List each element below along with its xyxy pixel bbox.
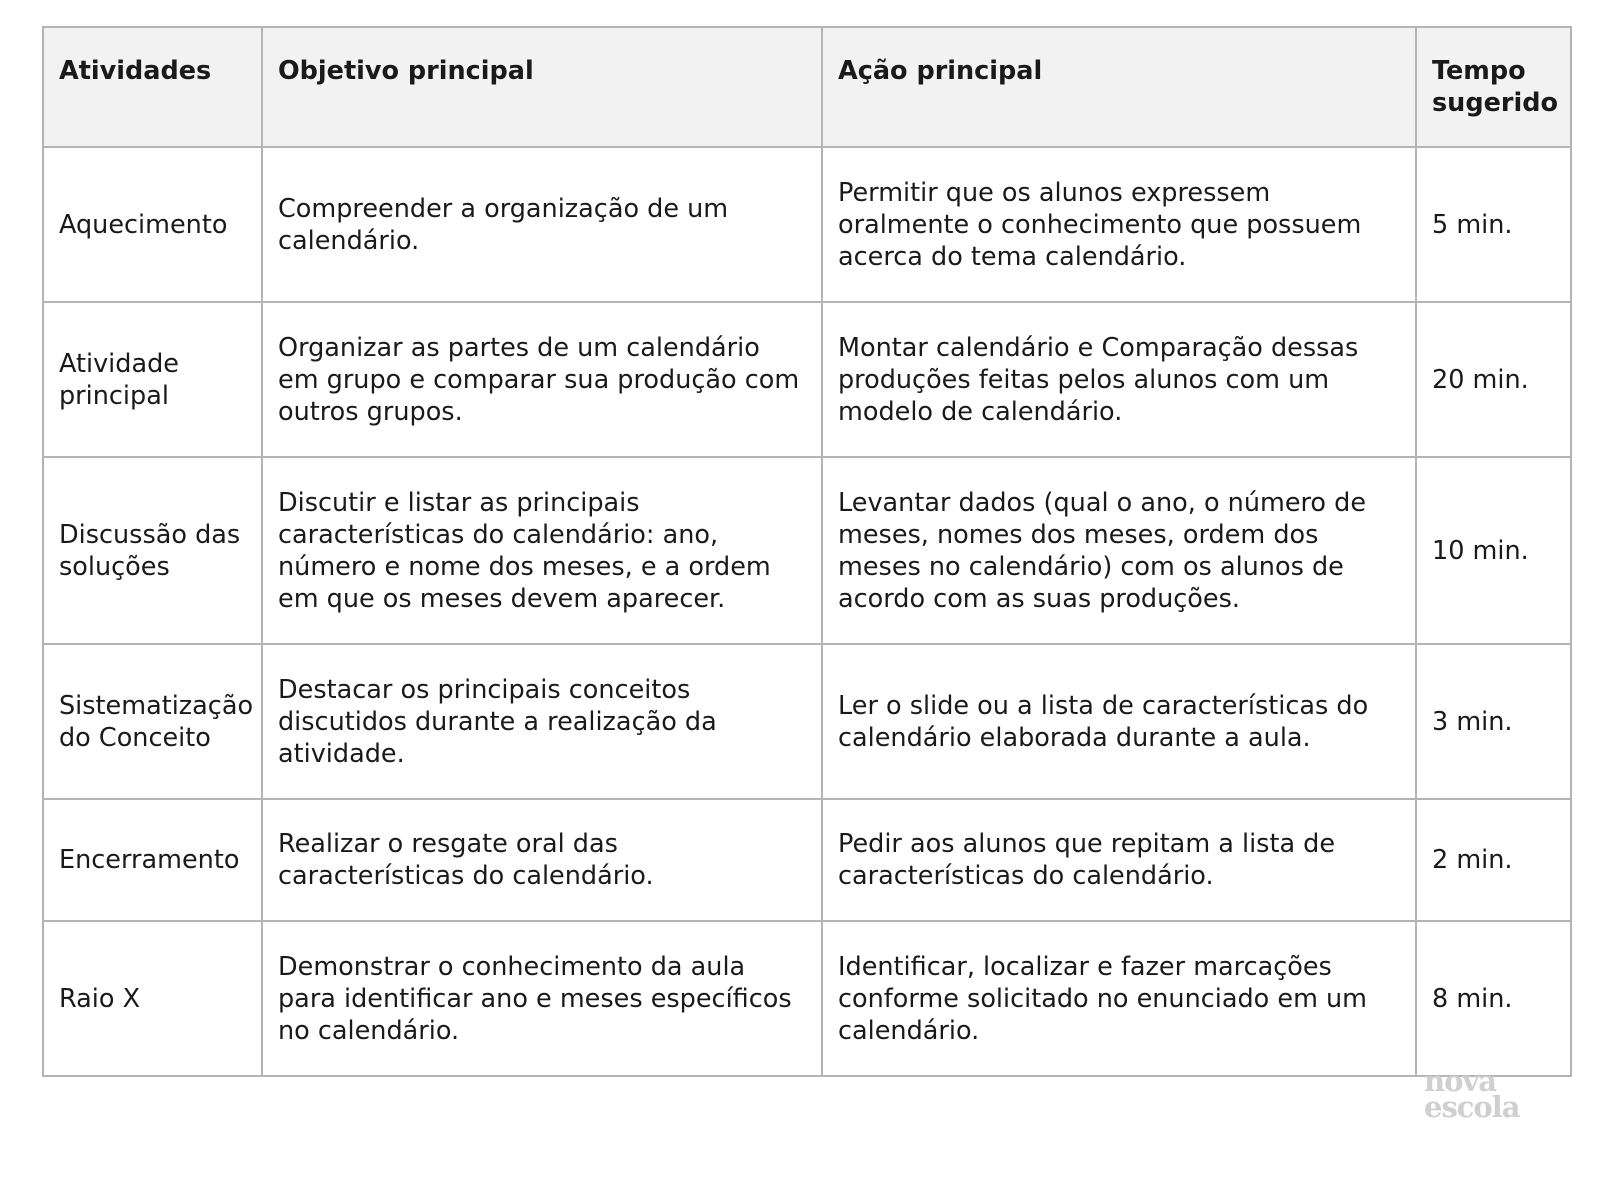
cell-tempo: 20 min. xyxy=(1416,302,1571,457)
table-row xyxy=(43,147,1571,302)
logo-line-escola: escola xyxy=(1424,1090,1520,1124)
header-row xyxy=(43,27,1571,147)
table-row xyxy=(43,799,1571,921)
cell-tempo: 5 min. xyxy=(1416,147,1571,302)
cell-tempo: 3 min. xyxy=(1416,644,1571,799)
cell-atividade: Atividade principal xyxy=(43,302,262,457)
table-row xyxy=(43,921,1571,1076)
cell-atividade: Sistematização do Conceito xyxy=(43,644,262,799)
cell-atividade: Aquecimento xyxy=(43,147,262,302)
table-row xyxy=(43,457,1571,644)
nova-escola-logo xyxy=(1424,1064,1544,1124)
cell-acao: Montar calendário e Comparação dessas produções feitas pelos alunos com um modelo de calendário. xyxy=(822,302,1416,457)
cell-atividade: Raio X xyxy=(43,921,262,1076)
cell-acao: Permitir que os alunos expressem oralmente o conhecimento que possuem acerca do tema calendário. xyxy=(822,147,1416,302)
cell-objetivo: Destacar os principais conceitos discutidos durante a realização da atividade. xyxy=(262,644,822,799)
cell-tempo: 10 min. xyxy=(1416,457,1571,644)
logo-line-nova: nova xyxy=(1424,1064,1497,1098)
cell-objetivo: Discutir e listar as principais características do calendário: ano, número e nome dos meses, e a ordem em que os meses devem aparecer. xyxy=(262,457,822,644)
cell-acao: Levantar dados (qual o ano, o número de meses, nomes dos meses, ordem dos meses no calendário) com os alunos de acordo com as suas produções. xyxy=(822,457,1416,644)
table-row xyxy=(43,302,1571,457)
lesson-plan-table xyxy=(42,26,1572,1077)
cell-acao: Pedir aos alunos que repitam a lista de características do calendário. xyxy=(822,799,1416,921)
cell-objetivo: Demonstrar o conhecimento da aula para identificar ano e meses específicos no calendário. xyxy=(262,921,822,1076)
cell-atividade: Encerramento xyxy=(43,799,262,921)
header-tempo-sugerido: Tempo sugerido xyxy=(1416,27,1571,147)
cell-tempo: 2 min. xyxy=(1416,799,1571,921)
cell-acao: Identificar, localizar e fazer marcações conforme solicitado no enunciado em um calendário. xyxy=(822,921,1416,1076)
cell-objetivo: Compreender a organização de um calendário. xyxy=(262,147,822,302)
cell-objetivo: Organizar as partes de um calendário em grupo e comparar sua produção com outros grupos. xyxy=(262,302,822,457)
cell-objetivo: Realizar o resgate oral das características do calendário. xyxy=(262,799,822,921)
cell-tempo: 8 min. xyxy=(1416,921,1571,1076)
table-header xyxy=(43,27,1571,147)
header-acao-principal: Ação principal xyxy=(822,27,1416,147)
header-objetivo-principal: Objetivo principal xyxy=(262,27,822,147)
cell-acao: Ler o slide ou a lista de características do calendário elaborada durante a aula. xyxy=(822,644,1416,799)
cell-atividade: Discussão das soluções xyxy=(43,457,262,644)
header-atividades: Atividades xyxy=(43,27,262,147)
table-body xyxy=(43,147,1571,1076)
table-row xyxy=(43,644,1571,799)
